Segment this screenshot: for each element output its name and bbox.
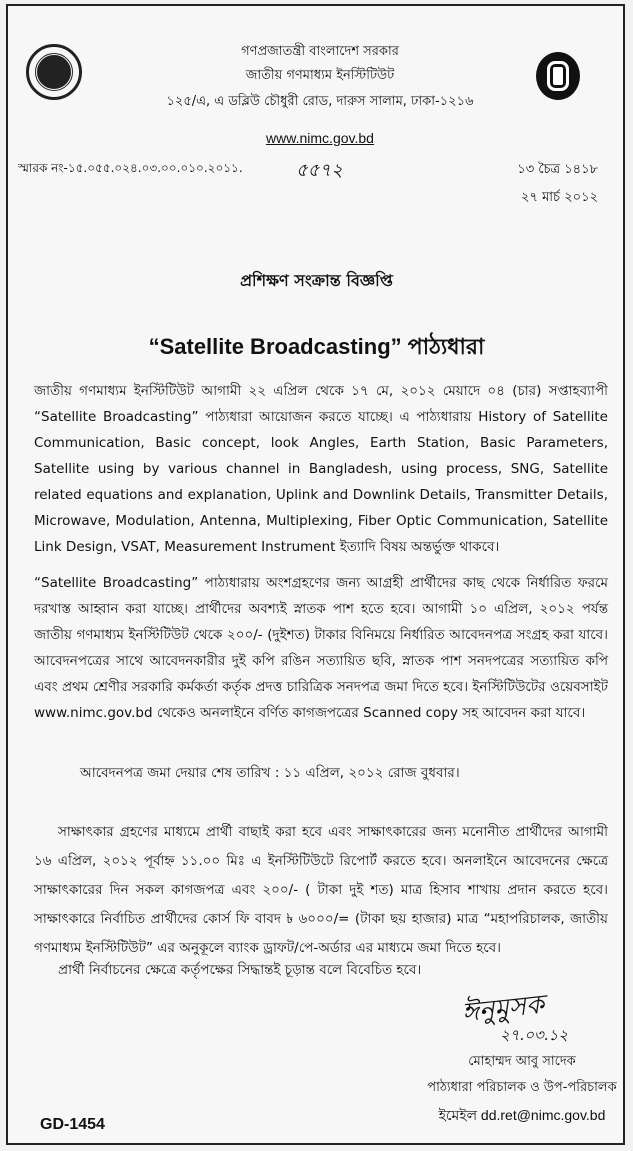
signature-date: ২৭.০৩.১২ — [500, 1026, 569, 1044]
handwritten-signature: ঈনুমুসক — [460, 989, 546, 1029]
date-bangla: ১৩ চৈত্র ১৪১৮ — [517, 162, 598, 177]
header-website-link[interactable]: www.nimc.gov.bd — [266, 130, 374, 146]
notice-title: প্রশিক্ষণ সংক্রান্ত বিজ্ঞপ্তি — [240, 271, 393, 290]
date-english: ২৭ মার্চ ২০১২ — [521, 190, 598, 205]
gd-code: GD-1454 — [40, 1116, 105, 1133]
header-address: ১২৫/এ, এ ডব্লিউ চৌধুরী রোড, দারুস সালাম, ঢাকা-১২১৬ — [166, 94, 474, 109]
signatory-name: মোহাম্মদ আবু সাদেক — [468, 1054, 576, 1069]
memo-number: স্মারক নং-১৫.০৫৫.০২৪.০৩.০০.০১০.২০১১. — [18, 161, 243, 175]
paragraph-interview: সাক্ষাৎকার গ্রহণের মাধ্যমে প্রার্থী বাছাই করা হবে এবং সাক্ষাৎকারের জন্য মনোনীত প্রার্থীদের আগামী ১৬ এপ্রিল, ২০১২ পূর্বাহ্ন ১১.০০ মিঃ এ ইনস্টিটিউটে রিপোর্ট করতে হবে। অনলাইনে আবেদনের ক্ষেত্রে সাক্ষাৎকারের দিন সকল কাগজপত্র এবং ২০০/- ( টাকা দুই শত) মাত্র হিসাব শাখায় প্রদান করতে হবে। সাক্ষাৎকারে নির্বাচিত প্রার্থীদের কোর্স ফি বাবদ ৳ ৬০০০/= (টাকা ছয় হাজার) মাত্র “মহাপরিচালক, জাতীয় গণমাধ্যম ইনস্টিটিউট” এর অনুকূলে ব্যাংক ড্রাফট/পে-অর্ডার এর মাধ্যমে জমা দিতে হবে। — [34, 824, 608, 956]
paragraph-deadline: আবেদনপত্র জমা দেয়ার শেষ তারিখ : ১১ এপ্রিল, ২০১২ রোজ বুধবার। — [80, 765, 460, 781]
signatory-designation: পাঠ্যধারা পরিচালক ও উপ-পরিচালক — [427, 1080, 617, 1095]
nimc-microphone-logo — [536, 52, 580, 100]
paragraph-course-overview: জাতীয় গণমাধ্যম ইনস্টিটিউট আগামী ২২ এপ্রিল থেকে ১৭ মে, ২০১২ মেয়াদে ০৪ (চার) সপ্তাহব্যাপী “Satellite Broadcasting” পাঠ্যধারা আয়োজন করতে যাচ্ছে। এ পাঠ্যধারায় History of Satellite Communication, Basic concept, look Angles, Earth Station, Basic Parameters, Satellite using by various channel in Bangladesh, using process, SNG, Satellite related equations and explanation, Uplink and Downlink Details, Transmitter Details, Microwave, Modulation, Antenna, Multiplexing, Fiber Optic Communication, Satellite Link Design, VSAT, Measurement Instrument ইত্যাদি বিষয় অন্তর্ভুক্ত থাকবে। — [34, 383, 608, 555]
paragraph-decision: প্রার্থী নির্বাচনের ক্ষেত্রে কর্তৃপক্ষের সিদ্ধান্তই চূড়ান্ত বলে বিবেচিত হবে। — [58, 962, 422, 978]
course-title: “Satellite Broadcasting” পাঠ্যধারা — [148, 334, 485, 359]
government-seal-logo — [26, 44, 82, 100]
header-government: গণপ্রজাতন্ত্রী বাংলাদেশ সরকার — [241, 44, 399, 59]
signatory-email: ইমেইল dd.ret@nimc.gov.bd — [438, 1107, 606, 1123]
memo-handwritten-number: ৫৫৭২ — [296, 160, 343, 181]
paragraph-application: “Satellite Broadcasting” পাঠ্যধারায় অংশগ্রহণের জন্য আগ্রহী প্রার্থীদের কাছ থেকে নির্ধারিত ফরমে দরখাস্ত আহ্বান করা যাচ্ছে। প্রার্থীদের অবশ্যই স্নাতক পাশ হতে হবে। আগামী ১০ এপ্রিল, ২০১২ পর্যন্ত জাতীয় গণমাধ্যম ইনস্টিটিউট থেকে ২০০/- (দুইশত) টাকার বিনিময়ে নির্ধারিত আবেদনপত্র সংগ্রহ করা যাবে। আবেদনপত্রের সাথে আবেদনকারীর দুই কপি রঙিন সত্যায়িত ছবি, স্নাতক পাশ সনদপত্রের সত্যায়িত কপি এবং প্রথম শ্রেণীর সরকারি কর্মকর্তা কর্তৃক প্রদত্ত চারিত্রিক সনদপত্র জমা দিতে হবে। ইনস্টিটিউটের ওয়েবসাইট www.nimc.gov.bd থেকেও অনলাইনে বর্ণিত কাগজপত্রের Scanned copy সহ আবেদন করা যাবে। — [34, 575, 608, 721]
header-institute: জাতীয় গণমাধ্যম ইনস্টিটিউট — [245, 68, 395, 83]
